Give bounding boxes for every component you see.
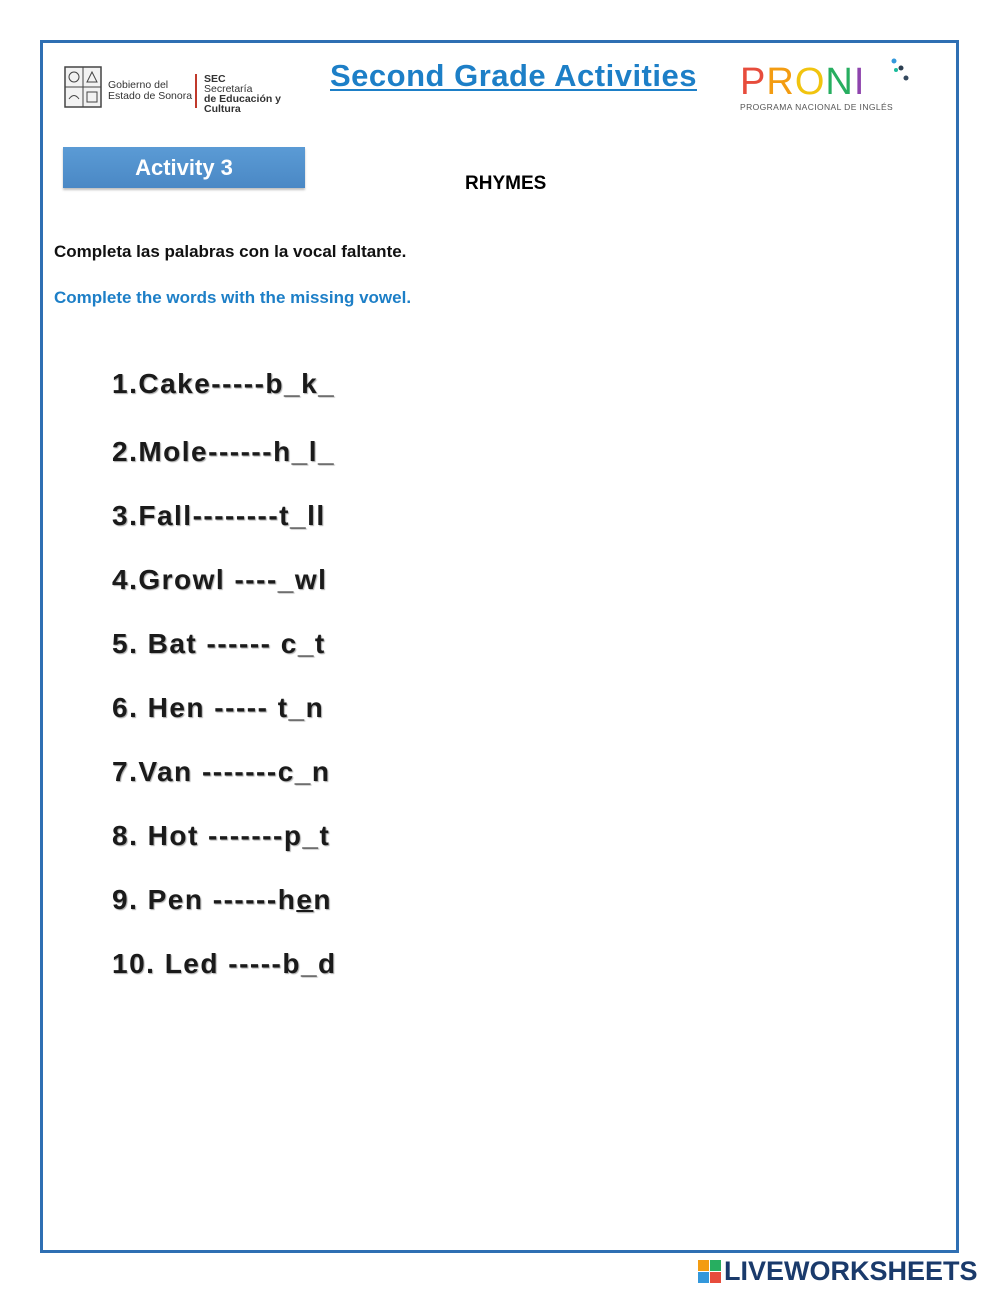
exercise-item[interactable]: 7.Van -------c_n <box>112 756 331 787</box>
proni-wordmark: PRONI <box>740 61 866 103</box>
activity-label: Activity 3 <box>63 147 305 188</box>
exercise-item[interactable]: 5. Bat ------ c_t <box>112 628 326 659</box>
exercise-text: n <box>313 884 332 915</box>
sonora-shield-icon <box>64 66 102 110</box>
liveworksheets-wordmark: LIVEWORKSHEETS <box>724 1256 978 1286</box>
filled-answer[interactable]: e <box>296 884 314 915</box>
page-title: Second Grade Activities <box>330 58 697 93</box>
section-title: RHYMES <box>465 173 547 194</box>
sec-name: SEC Secretaría de Educación y Cultura <box>204 73 282 115</box>
exercise-item[interactable] <box>112 884 332 916</box>
exercise-item[interactable]: 10. Led -----b_d <box>112 948 337 979</box>
liveworksheets-logo <box>698 1256 998 1286</box>
exercise-item[interactable]: 4.Growl ----_wl <box>112 564 328 595</box>
proni-dots-icon <box>888 58 928 88</box>
proni-logo <box>740 58 940 118</box>
exercise-item[interactable]: 1.Cake-----b_k_ <box>112 368 336 399</box>
exercise-item[interactable]: 6. Hen ----- t_n <box>112 692 325 723</box>
exercise-text: 9. Pen ------h <box>112 884 297 915</box>
instruction-spanish: Completa las palabras con la vocal faltante. <box>54 242 407 261</box>
liveworksheets-blocks-icon <box>698 1260 722 1284</box>
government-logo <box>64 66 314 115</box>
sec-divider <box>195 74 197 108</box>
instruction-english: Complete the words with the missing vowel. <box>54 288 412 307</box>
exercise-item[interactable]: 2.Mole------h_l_ <box>112 436 336 467</box>
government-name: Gobierno del Estado de Sonora <box>108 79 193 102</box>
exercise-item[interactable]: 3.Fall--------t_ll <box>112 500 326 531</box>
exercise-item[interactable]: 8. Hot -------p_t <box>112 820 331 851</box>
proni-subtitle: PROGRAMA NACIONAL DE INGLÉS <box>740 102 894 112</box>
